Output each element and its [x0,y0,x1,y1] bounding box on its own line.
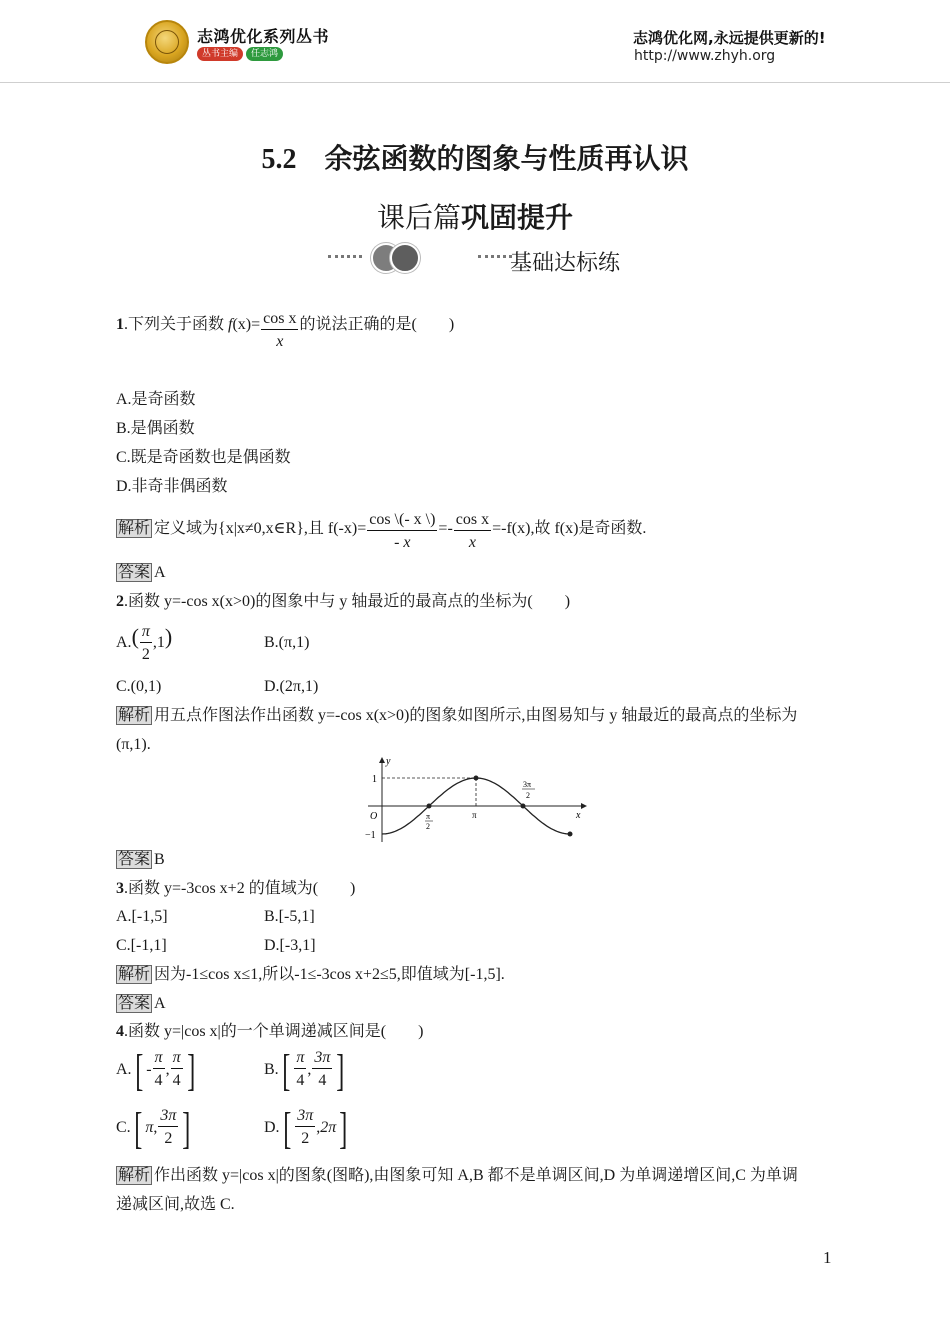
q1-analysis: 解析 定义域为{x|x≠0,x∈R},且 f(-x)= $\frac{\cos \backslash(- x \backslash)}{- x}$ =- $\frac{\text{cos x}}{x}$ =-f(x),故 f(x)是奇函数. [118,511,647,551]
answer-tag: 答案 [118,564,151,581]
analysis-tag: 解析 [118,1167,151,1184]
x-tick-1-den: 2 [426,822,430,831]
q3-option-b[interactable]: B.[-5,1] [264,908,315,925]
page-title: 5.2 余弦函数的图象与性质再认识 [261,144,689,175]
q4-option-a[interactable]: A.[ - $\frac{\pi}{4}$ , $\frac{\pi}{4}$ ] [116,1045,195,1095]
q2-analysis-cont: (π,1). [116,736,151,753]
q2-analysis: 解析 用五点作图法作出函数 y=-cos x(x>0)的图象如图所示,由图易知与 y 轴最近的最高点的坐标为 [118,707,798,724]
q2-option-c[interactable]: C.(0,1) [116,678,162,695]
x-label: x [576,810,581,821]
page-number: 1 [823,1248,832,1267]
q4-analysis-cont: 递减区间,故选 C. [116,1196,235,1213]
origin-label: O [370,811,378,822]
header-url[interactable]: http://www.zhyh.org [634,48,776,64]
q4-option-b[interactable]: B.[ $\frac{\pi}{4}$ , $\frac{3\pi}{4}$ ] [264,1045,345,1095]
y-tick-top: 1 [372,774,377,785]
analysis-tag: 解析 [118,520,151,537]
header-slogan: 志鸿优化网,永远提供更新的! [633,29,826,47]
subtitle-bold: 巩固提升 [461,203,574,234]
q1-option-d[interactable]: D.非奇非偶函数 [116,478,228,495]
q4-stem: 4.函数 y=|cos x|的一个单调递减区间是( ) [116,1023,424,1040]
x-tick-3-num: 3π [523,780,532,789]
point-zero-1 [427,804,432,809]
analysis-tag: 解析 [118,707,151,724]
page-subtitle [0,196,950,236]
chief-editor-label: 丛书主编 [197,47,243,61]
q3-stem: 3.函数 y=-3cos x+2 的值域为( ) [116,880,356,897]
q3-option-a[interactable]: A.[-1,5] [116,908,168,925]
series-brand: 志鸿优化系列丛书 [197,27,330,46]
x-tick-1-num: π [426,812,431,821]
q4-option-d[interactable]: D.[ $\frac{3\pi}{2}$ ,2π] [264,1103,348,1153]
x-tick-3-den: 2 [526,791,530,800]
y-tick-bottom: −1 [365,830,376,841]
y-label: y [386,756,391,767]
subtitle-normal: 课后篇 [376,203,461,234]
point-min [568,832,573,837]
q1-stem: 1.下列关于函数 f(x)= $\frac{\text{cos x}}{x}$ 的说法正确的是( ) [116,310,455,350]
q1-option-a[interactable]: A.是奇函数 [116,391,196,408]
section-dots-right [478,255,512,258]
chief-editor-name: 任志鸿 [246,47,283,61]
analysis-tag: 解析 [118,966,151,983]
series-logo-seal [145,20,189,64]
q3-answer: 答案 A [118,995,166,1012]
q2-answer: 答案 B [118,851,165,868]
q1-answer: 答案 A [118,564,166,581]
q1-option-c[interactable]: C.既是奇函数也是偶函数 [116,449,291,466]
point-max [474,776,479,781]
cosine-graph [362,752,592,844]
section-dots-left [328,255,362,258]
point-zero-2 [521,804,526,809]
q3-analysis: 解析 因为-1≤cos x≤1,所以-1≤-3cos x+2≤5,即值域为[-1,5]. [118,966,505,983]
answer-tag: 答案 [118,995,151,1012]
q2-stem: 2.函数 y=-cos x(x>0)的图象中与 y 轴最近的最高点的坐标为( ) [116,593,571,610]
answer-tag: 答案 [118,851,151,868]
section-heading: 基础达标练 [510,250,621,275]
x-tick-2: π [472,810,477,820]
q2-option-a[interactable]: A.( $\frac{\pi}{2}$ ,1) [116,623,173,663]
q2-option-b[interactable]: B.(π,1) [264,634,310,651]
header-divider [0,82,950,83]
q4-analysis: 解析 作出函数 y=|cos x|的图象(图略),由图象可知 A,B 都不是单调区间,D 为单调递增区间,C 为单调 [118,1167,798,1184]
q2-option-d[interactable]: D.(2π,1) [264,678,319,695]
q3-option-d[interactable]: D.[-3,1] [264,937,316,954]
q3-option-c[interactable]: C.[-1,1] [116,937,167,954]
q1-option-b[interactable]: B.是偶函数 [116,420,195,437]
section-circle-icon [390,243,420,273]
q4-option-c[interactable]: C.[ π, $\frac{3\pi}{2}$ ] [116,1103,191,1153]
